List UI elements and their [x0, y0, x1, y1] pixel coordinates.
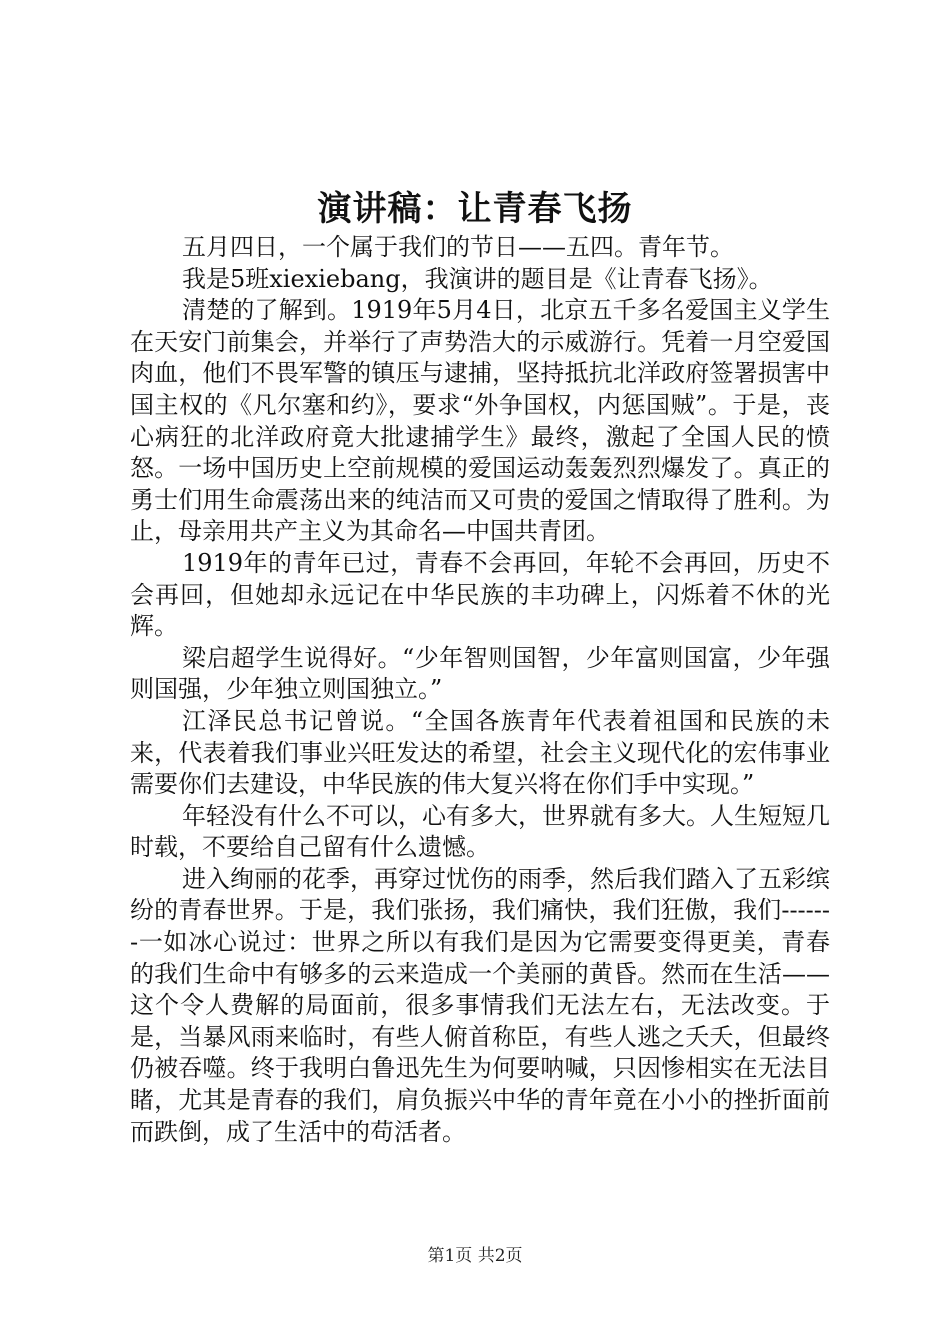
page-number-footer: 第1页 共2页	[427, 1246, 523, 1266]
paragraph: 江泽民总书记曾说。“全国各族青年代表着祖国和民族的未来，代表着我们事业兴旺发达的希望，社会主义现代化的宏伟事业需要你们去建设，中华民族的伟大复兴将在你们手中实现。”	[130, 706, 830, 799]
paragraph: 我是5班xiexiebang，我演讲的题目是《让青春飞扬》。	[182, 264, 773, 293]
document-title: 演讲稿：让青春飞扬	[317, 189, 633, 229]
paragraph: 清楚的了解到。1919年5月4日，北京五千多名爱国主义学生在天安门前集会，并举行了声势浩大的示威游行。凭着一月空爱国肉血，他们不畏军警的镇压与逮捕，坚持抵抗北洋政府签署损害中国主权的《凡尔塞和约》，要求“外争国权，内惩国贼”。于是，丧心病狂的北洋政府竟大批逮捕学生》最终，激起了全国人民的愤怒。一场中国历史上空前规模的爱国运动轰轰烈烈爆发了。真正的勇士们用生命震荡出来的纯洁而又可贵的爱国之情取得了胜利。为止，母亲用共产主义为其命名—中国共青团。	[130, 296, 830, 546]
paragraph: 1919年的青年已过，青春不会再回，年轮不会再回，历史不会再回，但她却永远记在中华民族的丰功碑上，闪烁着不休的光辉。	[130, 548, 830, 641]
paragraph: 五月四日，一个属于我们的节日——五四。青年节。	[182, 233, 734, 261]
paragraph: 年轻没有什么不可以，心有多大，世界就有多大。人生短短几时载，不要给自己留有什么遗憾。	[130, 801, 830, 862]
paragraph: 梁启超学生说得好。“少年智则国智，少年富则国富，少年强则国强，少年独立则国独立。”	[130, 643, 830, 704]
paragraph: 进入绚丽的花季，再穿过忧伤的雨季，然后我们踏入了五彩缤纷的青春世界。于是，我们张扬，我们痛快，我们狂傲，我们-------一如冰心说过：世界之所以有我们是因为它需要变得更美，青春的我们生命中有够多的云来造成一个美丽的黄昏。然而在生活——这个令人费解的局面前，很多事情我们无法左右，无法改变。于是，当暴风雨来临时，有些人俯首称臣，有些人逃之夭夭，但最终仍被吞噬。终于我明白鲁迅先生为何要呐喊，只因惨相实在无法目睹，尤其是青春的我们，肩负振兴中华的青年竟在小小的挫折面前而跌倒，成了生活中的苟活者。	[130, 864, 830, 1146]
document-body	[130, 232, 830, 1148]
